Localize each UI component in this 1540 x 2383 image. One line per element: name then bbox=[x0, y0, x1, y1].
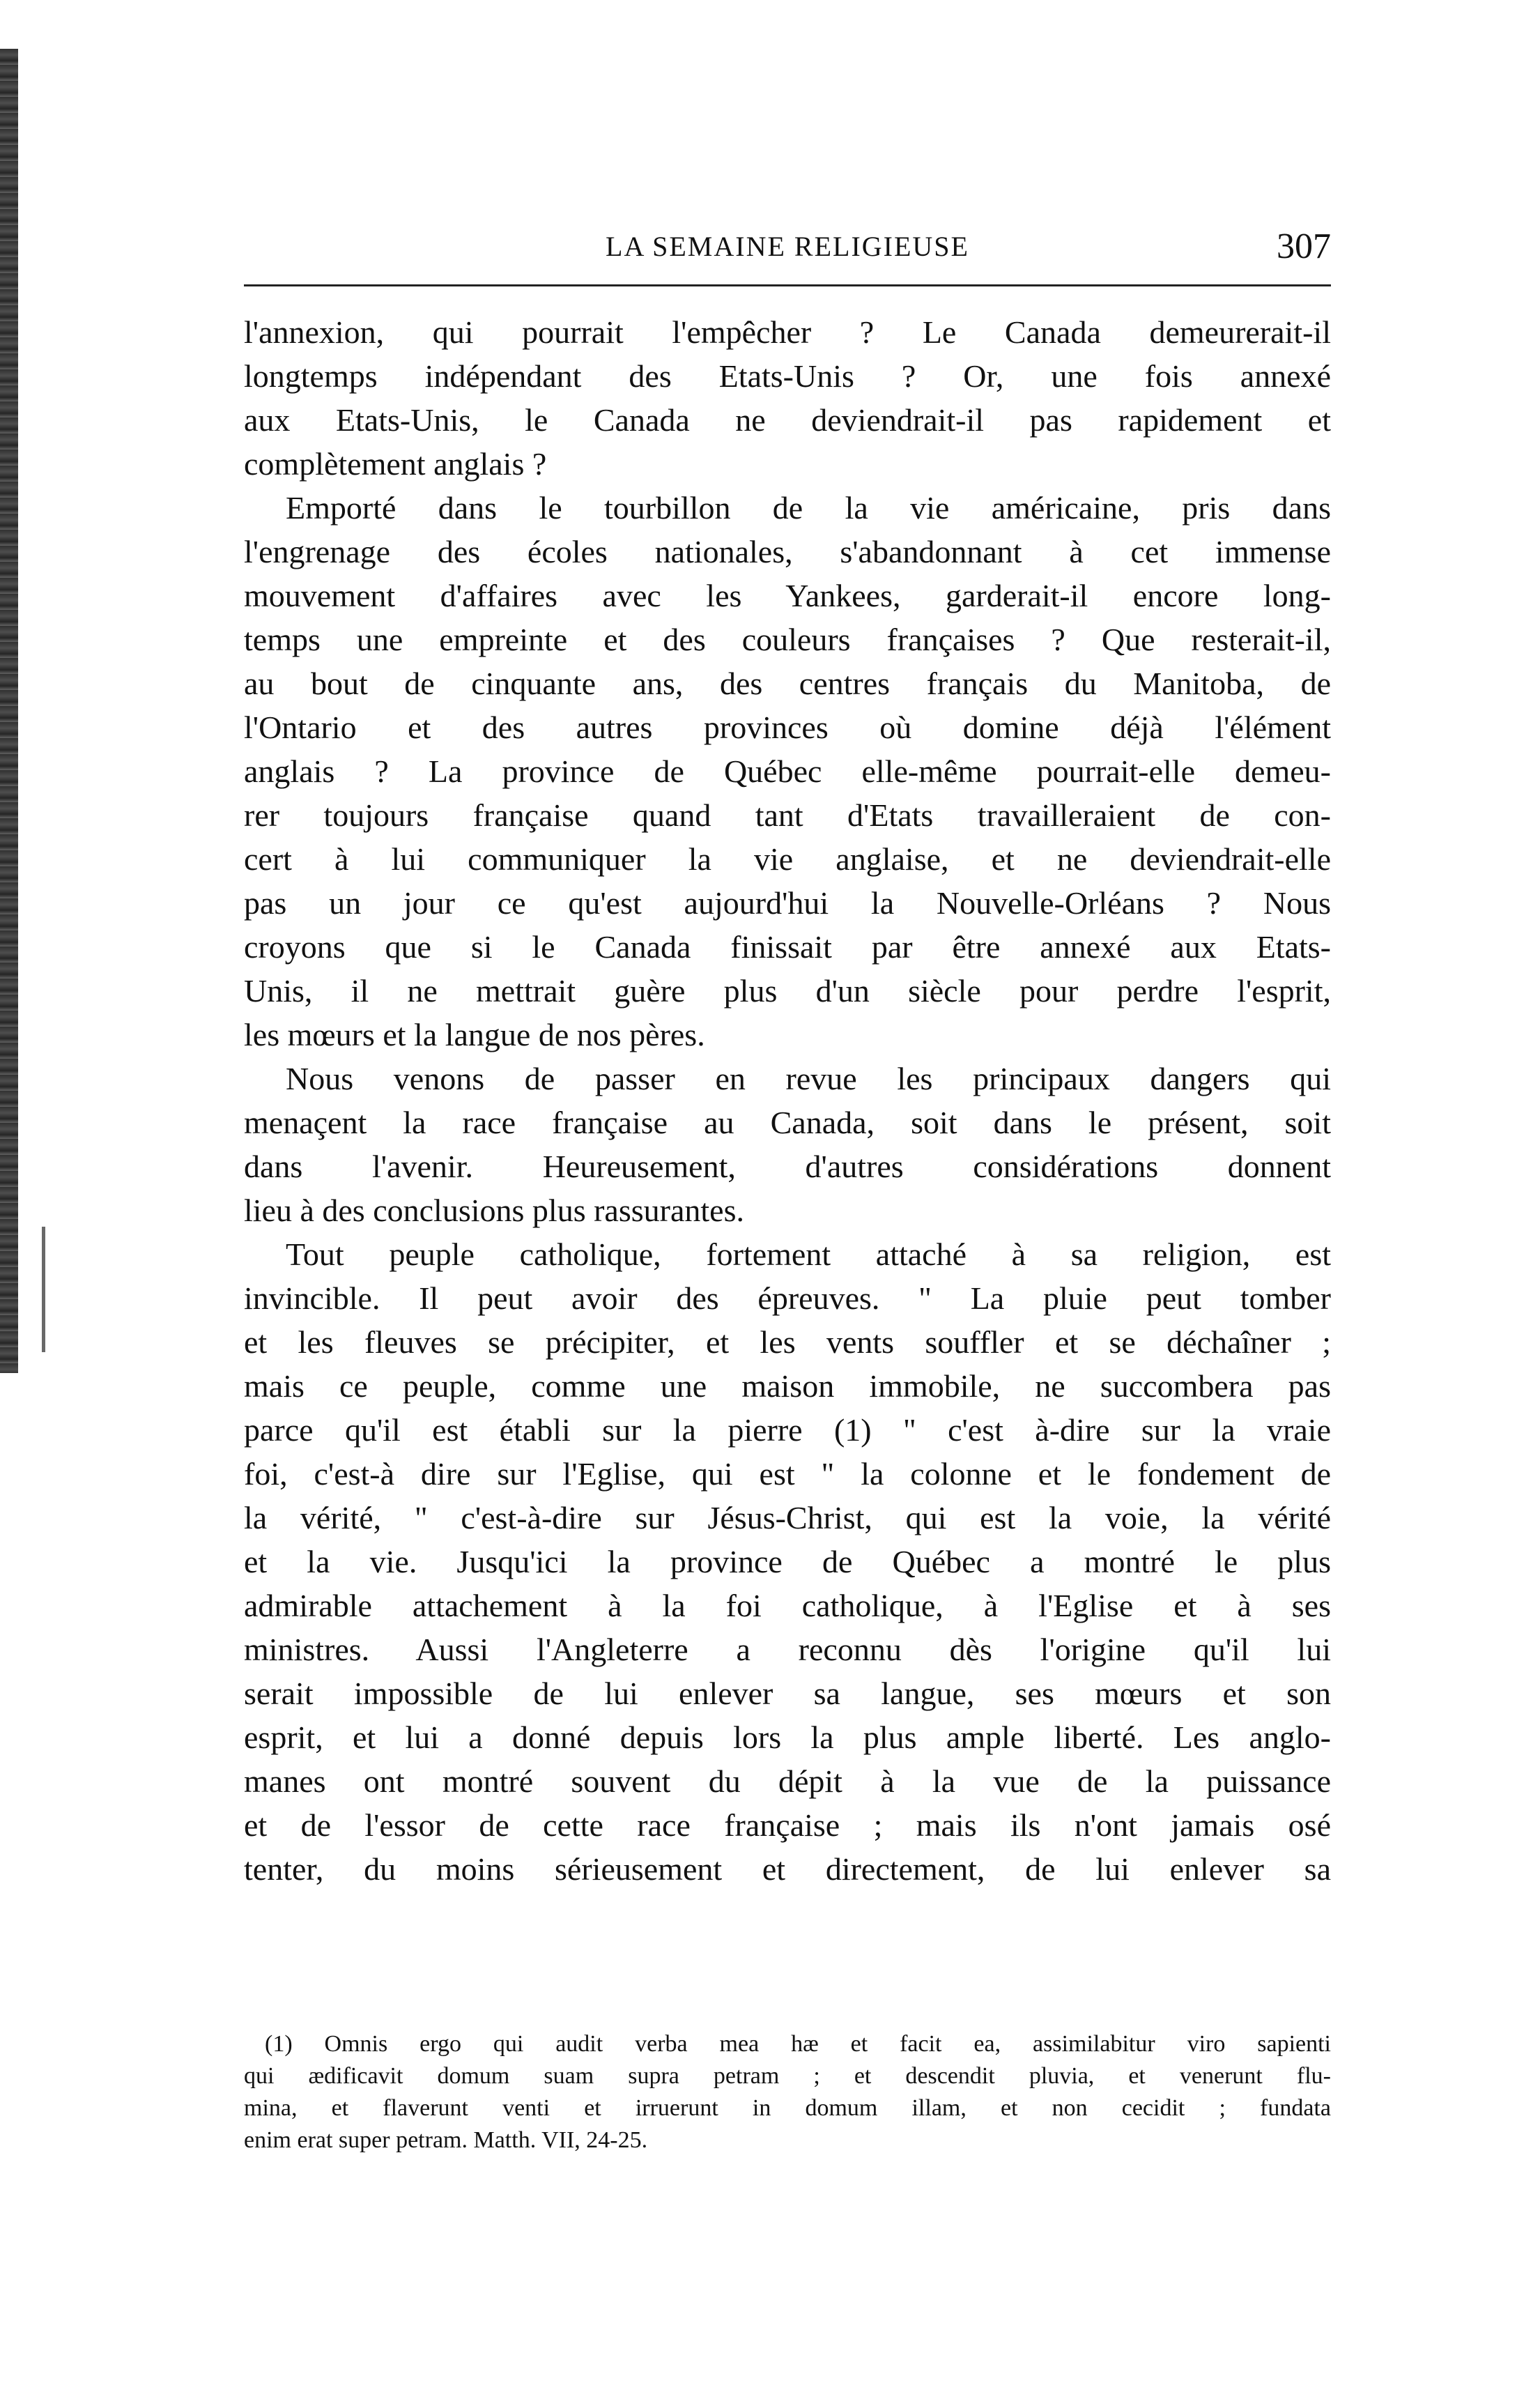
text-line: aux Etats-Unis, le Canada ne deviendrait-il pas rapidement et bbox=[244, 402, 1331, 438]
scan-binding-edge bbox=[0, 49, 18, 1373]
text-line: au bout de cinquante ans, des centres français du Manitoba, de bbox=[244, 666, 1331, 701]
text-line: l'engrenage des écoles nationales, s'abandonnant à cet immense bbox=[244, 534, 1331, 569]
text-line: lieu à des conclusions plus rassurantes. bbox=[244, 1193, 744, 1228]
text-line: parce qu'il est établi sur la pierre (1) " c'est à-dire sur la vraie bbox=[244, 1412, 1331, 1448]
body-text bbox=[244, 310, 1331, 1891]
text-line: manes ont montré souvent du dépit à la vue de la puissance bbox=[244, 1763, 1331, 1799]
text-line: pas un jour ce qu'est aujourd'hui la Nouvelle-Orléans ? Nous bbox=[244, 885, 1331, 921]
text-line: la vérité, " c'est-à-dire sur Jésus-Christ, qui est la voie, la vérité bbox=[244, 1500, 1331, 1535]
footnote-line: qui ædificavit domum suam supra petram ; et descendit pluvia, et venerunt flu- bbox=[244, 2063, 1331, 2089]
footnote-line: (1) Omnis ergo qui audit verba mea hæ et facit ea, assimilabitur viro sapienti bbox=[265, 2031, 1331, 2057]
scan-margin-mark bbox=[42, 1227, 45, 1352]
header-rule bbox=[244, 284, 1331, 286]
text-line: rer toujours française quand tant d'Etats travailleraient de con- bbox=[244, 797, 1331, 833]
text-line: dans l'avenir. Heureusement, d'autres considérations donnent bbox=[244, 1149, 1331, 1184]
text-line: cert à lui communiquer la vie anglaise, et ne deviendrait-elle bbox=[244, 841, 1331, 877]
text-line: et de l'essor de cette race française ; mais ils n'ont jamais osé bbox=[244, 1807, 1331, 1843]
text-line: croyons que si le Canada finissait par être annexé aux Etats- bbox=[244, 929, 1331, 965]
text-line: les mœurs et la langue de nos pères. bbox=[244, 1017, 705, 1052]
text-line: l'Ontario et des autres provinces où domine déjà l'élément bbox=[244, 710, 1331, 745]
text-line: l'annexion, qui pourrait l'empêcher ? Le Canada demeurerait-il bbox=[244, 314, 1331, 350]
text-line: mouvement d'affaires avec les Yankees, garderait-il encore long- bbox=[244, 578, 1331, 613]
text-line: mais ce peuple, comme une maison immobile, ne succombera pas bbox=[244, 1368, 1331, 1404]
text-line: tenter, du moins sérieusement et directement, de lui enlever sa bbox=[244, 1851, 1331, 1887]
text-line: menaçent la race française au Canada, soit dans le présent, soit bbox=[244, 1105, 1331, 1140]
text-line: foi, c'est-à dire sur l'Eglise, qui est " la colonne et le fondement de bbox=[244, 1456, 1331, 1492]
text-line: et les fleuves se précipiter, et les vents souffler et se déchaîner ; bbox=[244, 1324, 1331, 1360]
text-line: Tout peuple catholique, fortement attaché à sa religion, est bbox=[286, 1236, 1331, 1272]
text-line: et la vie. Jusqu'ici la province de Québec a montré le plus bbox=[244, 1544, 1331, 1579]
text-line: Emporté dans le tourbillon de la vie américaine, pris dans bbox=[286, 490, 1331, 526]
footnote-line: enim erat super petram. Matth. VII, 24-25. bbox=[244, 2127, 648, 2153]
text-line: complètement anglais ? bbox=[244, 446, 547, 482]
text-line: longtemps indépendant des Etats-Unis ? Or, une fois annexé bbox=[244, 358, 1331, 394]
text-line: Nous venons de passer en revue les principaux dangers qui bbox=[286, 1061, 1331, 1096]
footnote-line: mina, et flaverunt venti et irruerunt in domum illam, et non cecidit ; fundata bbox=[244, 2095, 1331, 2121]
text-line: ministres. Aussi l'Angleterre a reconnu dès l'origine qu'il lui bbox=[244, 1632, 1331, 1667]
page-number: 307 bbox=[1277, 227, 1331, 266]
running-head bbox=[244, 222, 1331, 284]
text-line: Unis, il ne mettrait guère plus d'un siècle pour perdre l'esprit, bbox=[244, 973, 1331, 1009]
text-line: serait impossible de lui enlever sa langue, ses mœurs et son bbox=[244, 1676, 1331, 1711]
text-line: esprit, et lui a donné depuis lors la plus ample liberté. Les anglo- bbox=[244, 1719, 1331, 1755]
footnote bbox=[244, 2028, 1331, 2156]
text-line: anglais ? La province de Québec elle-même pourrait-elle demeu- bbox=[244, 753, 1331, 789]
text-line: invincible. Il peut avoir des épreuves. " La pluie peut tomber bbox=[244, 1280, 1331, 1316]
text-line: admirable attachement à la foi catholique, à l'Eglise et à ses bbox=[244, 1588, 1331, 1623]
text-line: temps une empreinte et des couleurs françaises ? Que resterait-il, bbox=[244, 622, 1331, 657]
running-title: LA SEMAINE RELIGIEUSE bbox=[606, 231, 969, 262]
